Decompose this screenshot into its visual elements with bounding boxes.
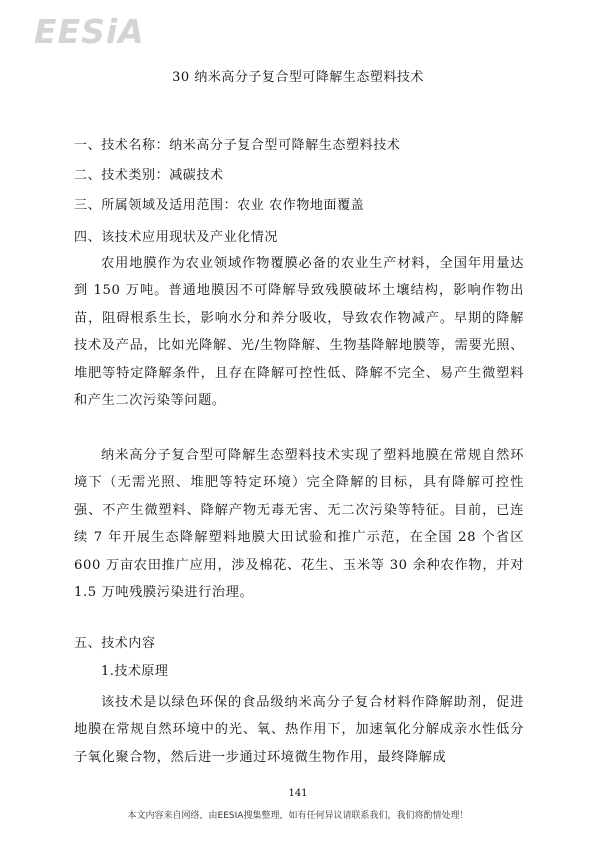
paragraph-technology-achievement: 纳米高分子复合型可降解生态塑料技术实现了塑料地膜在常规自然环境下（无需光照、堆肥等特定环境）完全降解的目标，具有降解可控性强、不产生微塑料、降解产物无毒无害、无二次污染等特征。目前，已连续 7 年开展生态降解塑料地膜大田试验和推广示范，在全国 28 个省区 600 万亩农田推广应用，涉及棉花、花生、玉米等 30 余种农作物，并对 1.5 万吨残膜污染进行治理。 bbox=[74, 448, 524, 601]
heading-application-status: 四、该技术应用现状及产业化情况 bbox=[74, 230, 279, 245]
heading-tech-content: 五、技术内容 bbox=[74, 636, 156, 651]
paragraph-mulch-film-background: 农用地膜作为农业领域作物覆膜必备的农业生产材料，全国年用量达到 150 万吨。普通地膜因不可降解导致残膜破坏土壤结构，影响作物出苗，阻碍根系生长，影响水分和养分吸收，导致农作物减产。早期的降解技术及产品，比如光降解、光/生物降解、生物基降解地膜等，需要光照、堆肥等特定降解条件，且存在降解可控性低、降解不完全、易产生微塑料和产生二次污染等问题。 bbox=[74, 256, 524, 409]
eesia-logo: EESiA bbox=[34, 12, 145, 51]
footer-disclaimer: 本文内容来自网络，由EESIA搜集整理，如有任何异议请联系我们，我们将酌情处理！ bbox=[127, 811, 469, 821]
heading-tech-name: 一、技术名称：纳米高分子复合型可降解生态塑料技术 bbox=[74, 138, 401, 153]
heading-tech-category: 二、技术类别：减碳技术 bbox=[74, 168, 224, 183]
heading-application-field: 三、所属领域及适用范围：农业 农作物地面覆盖 bbox=[74, 198, 365, 213]
paragraph-tech-principle: 该技术是以绿色环保的食品级纳米高分子复合材料作降解助剂，促进地膜在常规自然环境中的光、氧、热作用下，加速氧化分解成亲水性低分子氧化聚合物，然后进一步通过环境微生物作用，最终降解成 bbox=[74, 695, 524, 765]
page-number: 141 bbox=[288, 788, 308, 799]
document-title: 30 纳米高分子复合型可降解生态塑料技术 bbox=[172, 70, 424, 85]
subheading-tech-principle: 1.技术原理 bbox=[101, 664, 169, 679]
